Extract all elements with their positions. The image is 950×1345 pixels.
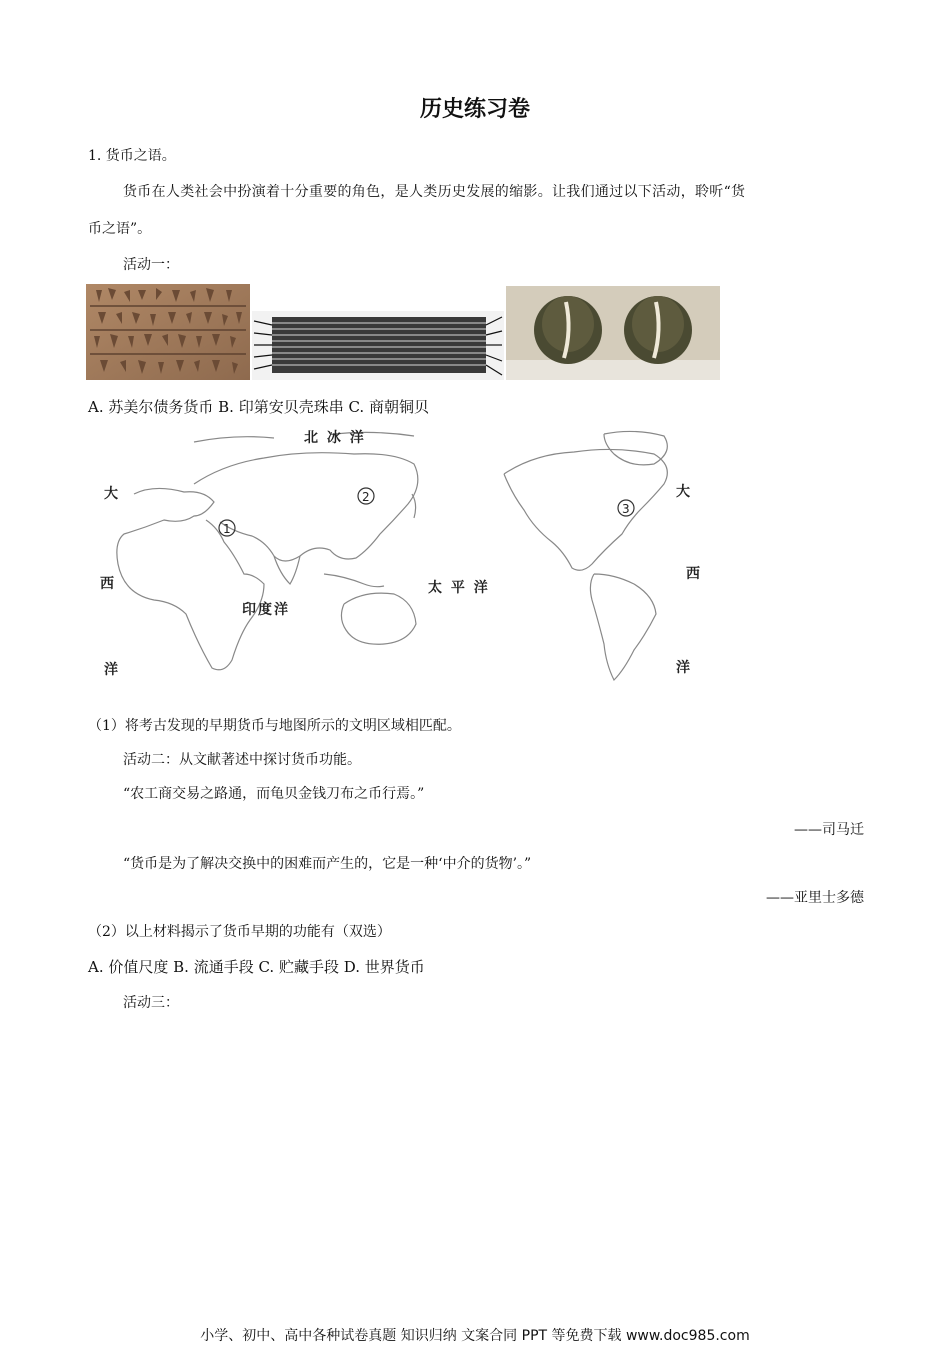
activity-2-label: 活动二：从文献著述中探讨货币功能。 xyxy=(123,752,361,768)
activity-1-options: A. 苏美尔债务货币 B. 印第安贝壳珠串 C. 商朝铜贝 xyxy=(88,398,429,416)
label-indian-ocean: 印度洋 xyxy=(242,602,290,618)
label-arctic-ocean: 北 冰 洋 xyxy=(304,430,366,446)
map-marker-1: 1 xyxy=(223,522,231,536)
quote-2: “货币是为了解决交换中的困难而产生的，它是一种‘中介的货物’。” xyxy=(123,856,532,872)
bronze-shell-coins-image xyxy=(506,286,720,380)
label-atlantic-left-top: 大 xyxy=(104,486,120,502)
label-atlantic-left-mid: 西 xyxy=(100,576,116,592)
label-atlantic-right-top: 大 xyxy=(676,484,692,500)
page-footer: 小学、初中、高中各种试卷真题 知识归纳 文案合同 PPT 等免费下载 www.doc985.com xyxy=(200,1328,750,1344)
page-title: 历史练习卷 xyxy=(419,97,530,122)
sub-question-1: （1）将考古发现的早期货币与地图所示的文明区域相匹配。 xyxy=(88,718,461,734)
label-atlantic-right-bot: 洋 xyxy=(676,660,692,676)
activity-3-label: 活动三： xyxy=(123,995,179,1011)
sub-question-2: （2）以上材料揭示了货币早期的功能有（双选） xyxy=(88,924,391,940)
label-pacific-ocean: 太 平 洋 xyxy=(428,580,490,596)
sumerian-tablet-image xyxy=(86,284,250,380)
intro-line-1: 货币在人类社会中扮演着十分重要的角色，是人类历史发展的缩影。让我们通过以下活动，聆听“货 xyxy=(123,184,746,200)
wampum-belt-image xyxy=(252,311,504,380)
quote-2-source: ——亚里士多德 xyxy=(766,890,864,906)
quote-1: “农工商交易之路通，而龟贝金钱刀布之币行焉。” xyxy=(123,786,425,802)
world-map xyxy=(94,424,716,690)
activity-2-options: A. 价值尺度 B. 流通手段 C. 贮藏手段 D. 世界货币 xyxy=(88,958,425,976)
label-atlantic-left-bot: 洋 xyxy=(104,662,120,678)
map-marker-2: 2 xyxy=(362,490,370,504)
activity-1-label: 活动一： xyxy=(123,257,179,273)
intro-line-2: 币之语”。 xyxy=(88,221,152,237)
question-heading: 1. 货币之语。 xyxy=(88,148,176,164)
quote-1-source: ——司马迁 xyxy=(794,822,864,838)
label-atlantic-right-mid: 西 xyxy=(686,566,702,582)
map-marker-3: 3 xyxy=(622,502,630,516)
